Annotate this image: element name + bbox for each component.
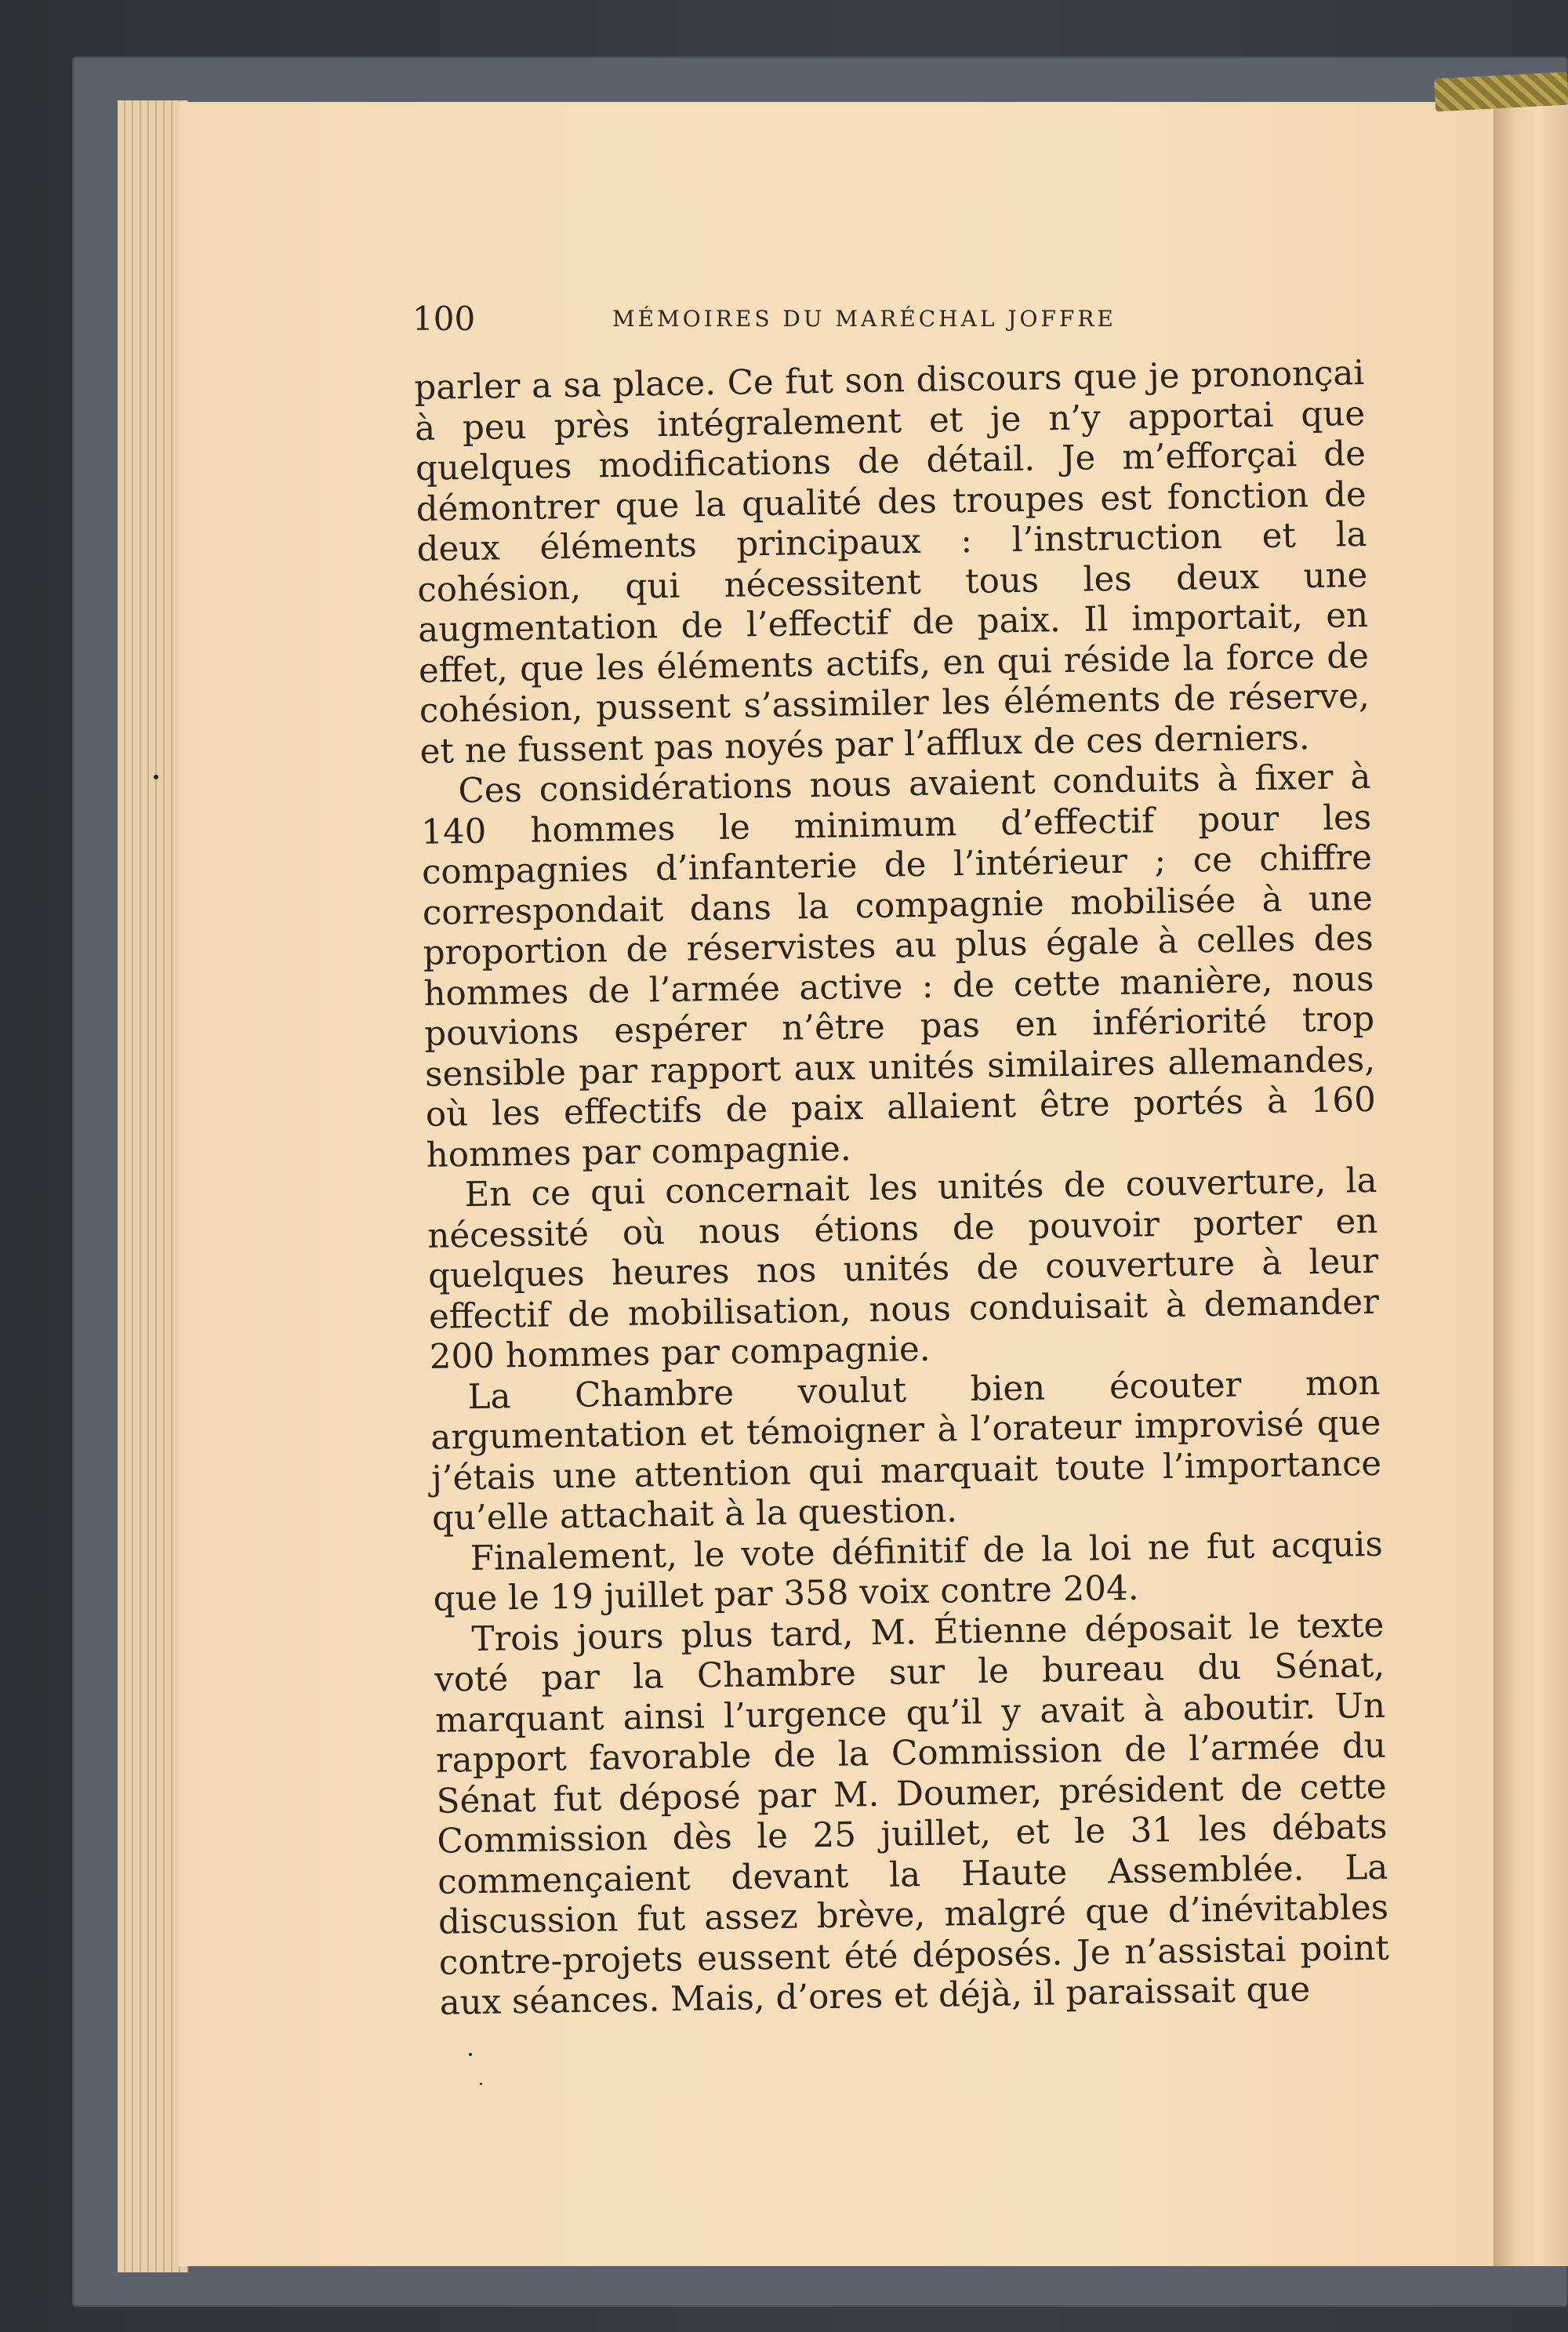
paragraph: Finalement, le vote définitif de la loi ne fut acquis que le 19 juillet par 358 voix contre 204. [433,1524,1384,1619]
paragraph: parler a sa place. Ce fut son discours que je prononçai à peu près intégralement et je n’y apportai que quelques modifications de détail. Je m’efforçai de démontrer que la qualité des troupes est fonction de deux éléments principaux : l’instruction et la cohésion, qui nécessitent tous les deux une augmentation de l’effectif de paix. Il importait, en effet, que les éléments actifs, en qui réside la force de cohésion, pussent s’assimiler les éléments de réserve, et ne fussent pas noyés par l’afflux de ces derniers. [414,353,1370,772]
page-edges [118,100,188,2272]
paper-speck [154,775,158,779]
book-gutter [1494,102,1568,2266]
paragraph: La Chambre voulut bien écouter mon argumentation et témoigner à l’orateur improvisé que j’étais une attention qui marquait toute l’importance qu’elle attachait à la question. [430,1363,1382,1538]
bookmark-ribbon [1434,72,1568,112]
paragraph: Trois jours plus tard, M. Étienne déposait le texte voté par la Chambre sur le bureau du Sénat, marquant ainsi l’urgence qu’il y avait à aboutir. Un rapport favorable de la Commission de l’armée du Sénat fut déposé par M. Doumer, président de cette Commission dès le 25 juillet, et le 31 les débats commençaient devant la Haute Assemblée. La discussion fut assez brève, malgré que d’inévitables contre-projets eussent été déposés. Je n’assistai point aux séances. Mais, d’ores et déjà, il paraissait que [434,1605,1390,2023]
running-head: MÉMOIRES DU MARÉCHAL JOFFRE [612,306,1116,332]
page-body [414,353,1390,2023]
paragraph: Ces considérations nous avaient conduits à fixer à 140 hommes le minimum d’effectif pour les compagnies d’infanterie de l’intérieur ; ce chiffre correspondait dans la compagnie mobilisée à une proportion de réservistes au plus égale à celles des hommes de l’armée active : de cette manière, nous pouvions espérer n’être pas en infériorité trop sensible par rapport aux unités similaires allemandes, où les effectifs de paix allaient être portés à 160 hommes par compagnie. [420,757,1377,1175]
page-header [412,300,1196,347]
paper-speck [469,2053,472,2056]
paper-speck [480,2083,482,2085]
page-number: 100 [412,300,476,338]
paragraph: En ce qui concernait les unités de couverture, la nécessité où nous étions de pouvoir porter en quelques heures nos unités de couverture à leur effectif de mobilisation, nous conduisait à demander 200 hommes par compagnie. [426,1161,1380,1377]
